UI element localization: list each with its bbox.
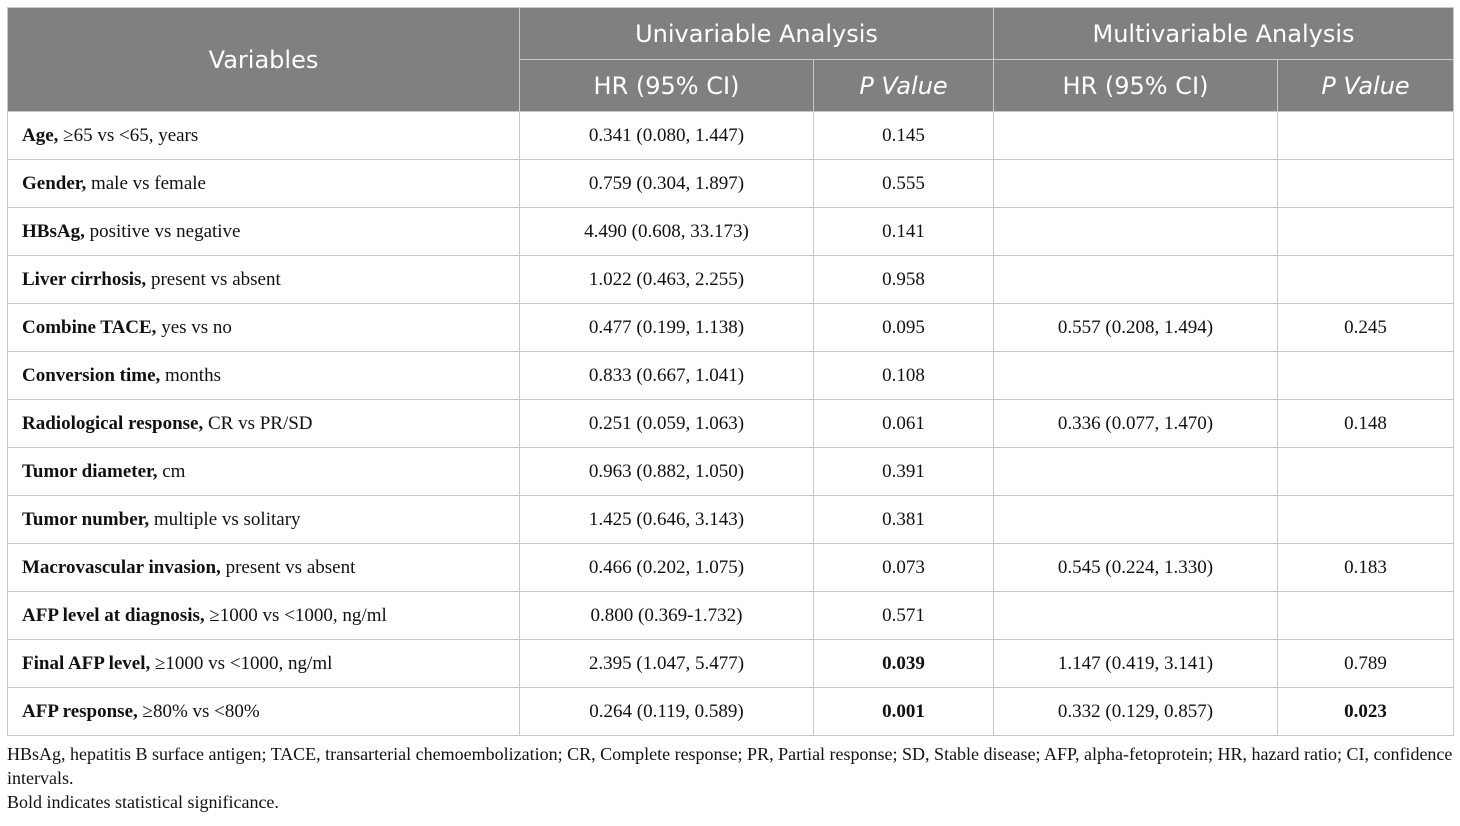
table-row	[8, 256, 1454, 304]
variable-name: Macrovascular invasion,	[22, 556, 221, 578]
table-row	[8, 448, 1454, 496]
regression-table-container	[7, 7, 1453, 736]
multivariable-hr-cell	[994, 160, 1278, 208]
variable-name: Liver cirrhosis,	[22, 268, 147, 290]
header-univariable: Univariable Analysis	[520, 8, 994, 60]
table-row	[8, 400, 1454, 448]
variable-cell	[8, 304, 520, 352]
table-row	[8, 208, 1454, 256]
univariable-p-cell: 0.381	[814, 496, 994, 544]
univariable-p-cell: 0.108	[814, 352, 994, 400]
univariable-hr-cell: 0.466 (0.202, 1.075)	[520, 544, 814, 592]
univariable-p-cell: 0.145	[814, 112, 994, 160]
univariable-p-cell: 0.095	[814, 304, 994, 352]
multivariable-hr-cell	[994, 256, 1278, 304]
footnote-bold-note: Bold indicates statistical significance.	[7, 792, 279, 812]
univariable-hr-cell: 0.833 (0.667, 1.041)	[520, 352, 814, 400]
univariable-p-cell: 0.073	[814, 544, 994, 592]
multivariable-p-cell	[1278, 208, 1454, 256]
multivariable-p-cell: 0.148	[1278, 400, 1454, 448]
univariable-hr-cell: 1.425 (0.646, 3.143)	[520, 496, 814, 544]
header-variables: Variables	[8, 8, 520, 112]
univariable-p-cell: 0.555	[814, 160, 994, 208]
variable-description: multiple vs solitary	[149, 508, 301, 530]
variable-description: CR vs PR/SD	[203, 412, 313, 434]
variable-description: male vs female	[86, 172, 206, 194]
header-multivariable-p: P Value	[1278, 60, 1454, 112]
table-row	[8, 688, 1454, 736]
univariable-p-cell: 0.391	[814, 448, 994, 496]
multivariable-hr-cell: 0.332 (0.129, 0.857)	[994, 688, 1278, 736]
variable-description: cm	[157, 460, 186, 482]
multivariable-hr-cell	[994, 448, 1278, 496]
multivariable-p-cell: 0.789	[1278, 640, 1454, 688]
variable-name: Conversion time,	[22, 364, 161, 386]
multivariable-hr-cell	[994, 112, 1278, 160]
multivariable-p-cell: 0.023	[1278, 688, 1454, 736]
multivariable-p-cell: 0.183	[1278, 544, 1454, 592]
multivariable-hr-cell: 0.557 (0.208, 1.494)	[994, 304, 1278, 352]
multivariable-p-cell	[1278, 496, 1454, 544]
univariable-hr-cell: 0.251 (0.059, 1.063)	[520, 400, 814, 448]
variable-cell	[8, 352, 520, 400]
table-row	[8, 592, 1454, 640]
variable-name: Tumor number,	[22, 508, 150, 530]
univariable-hr-cell: 2.395 (1.047, 5.477)	[520, 640, 814, 688]
variable-cell	[8, 208, 520, 256]
table-row	[8, 160, 1454, 208]
univariable-hr-cell: 1.022 (0.463, 2.255)	[520, 256, 814, 304]
variable-name: Final AFP level,	[22, 652, 151, 674]
variable-cell	[8, 160, 520, 208]
variable-cell	[8, 496, 520, 544]
header-univariable-p: P Value	[814, 60, 994, 112]
table-header	[8, 8, 1454, 112]
table-row	[8, 640, 1454, 688]
variable-cell	[8, 688, 520, 736]
multivariable-p-cell	[1278, 112, 1454, 160]
variable-description: positive vs negative	[84, 220, 241, 242]
multivariable-p-cell	[1278, 448, 1454, 496]
multivariable-p-cell	[1278, 256, 1454, 304]
variable-cell	[8, 112, 520, 160]
variable-cell	[8, 256, 520, 304]
variable-cell	[8, 592, 520, 640]
variable-name: Combine TACE,	[22, 316, 157, 338]
table-row	[8, 544, 1454, 592]
footnote-abbreviations: HBsAg, hepatitis B surface antigen; TACE, transarterial chemoembolization; CR, Complete response; PR, Partial response; SD, Stable disease; AFP, alpha-fetoprotein; HR, hazard ratio; CI, confidence intervals.	[7, 744, 1453, 788]
multivariable-p-cell	[1278, 592, 1454, 640]
variable-name: Tumor diameter,	[22, 460, 158, 482]
variable-name: Age,	[22, 124, 59, 146]
header-multivariable-hr: HR (95% CI)	[994, 60, 1278, 112]
univariable-hr-cell: 4.490 (0.608, 33.173)	[520, 208, 814, 256]
variable-cell	[8, 448, 520, 496]
multivariable-hr-cell	[994, 496, 1278, 544]
variable-description: present vs absent	[220, 556, 356, 578]
univariable-hr-cell: 0.264 (0.119, 0.589)	[520, 688, 814, 736]
univariable-p-cell: 0.141	[814, 208, 994, 256]
variable-description: present vs absent	[146, 268, 281, 290]
variable-cell	[8, 400, 520, 448]
table-row	[8, 496, 1454, 544]
cox-regression-table	[7, 7, 1454, 736]
table-footnotes	[7, 742, 1453, 814]
variable-description: yes vs no	[156, 316, 232, 338]
variable-name: Radiological response,	[22, 412, 204, 434]
multivariable-p-cell: 0.245	[1278, 304, 1454, 352]
multivariable-p-cell	[1278, 160, 1454, 208]
univariable-hr-cell: 0.800 (0.369-1.732)	[520, 592, 814, 640]
variable-name: Gender,	[22, 172, 87, 194]
table-row	[8, 352, 1454, 400]
univariable-hr-cell: 0.759 (0.304, 1.897)	[520, 160, 814, 208]
multivariable-hr-cell	[994, 208, 1278, 256]
multivariable-p-cell	[1278, 352, 1454, 400]
variable-description: ≥65 vs <65, years	[58, 124, 199, 146]
variable-cell	[8, 544, 520, 592]
variable-name: AFP response,	[22, 700, 138, 722]
variable-description: ≥1000 vs <1000, ng/ml	[150, 652, 333, 674]
variable-description: ≥80% vs <80%	[137, 700, 260, 722]
variable-name: HBsAg,	[22, 220, 85, 242]
variable-name: AFP level at diagnosis,	[22, 604, 205, 626]
header-multivariable: Multivariable Analysis	[994, 8, 1454, 60]
header-univariable-hr: HR (95% CI)	[520, 60, 814, 112]
variable-cell	[8, 640, 520, 688]
multivariable-hr-cell: 0.336 (0.077, 1.470)	[994, 400, 1278, 448]
multivariable-hr-cell	[994, 592, 1278, 640]
multivariable-hr-cell: 1.147 (0.419, 3.141)	[994, 640, 1278, 688]
univariable-p-cell: 0.061	[814, 400, 994, 448]
table-row	[8, 304, 1454, 352]
univariable-p-cell: 0.001	[814, 688, 994, 736]
univariable-p-cell: 0.039	[814, 640, 994, 688]
table-row	[8, 112, 1454, 160]
univariable-p-cell: 0.958	[814, 256, 994, 304]
univariable-hr-cell: 0.963 (0.882, 1.050)	[520, 448, 814, 496]
univariable-hr-cell: 0.477 (0.199, 1.138)	[520, 304, 814, 352]
variable-description: months	[160, 364, 221, 386]
multivariable-hr-cell	[994, 352, 1278, 400]
univariable-p-cell: 0.571	[814, 592, 994, 640]
variable-description: ≥1000 vs <1000, ng/ml	[204, 604, 387, 626]
table-body	[8, 112, 1454, 736]
univariable-hr-cell: 0.341 (0.080, 1.447)	[520, 112, 814, 160]
multivariable-hr-cell: 0.545 (0.224, 1.330)	[994, 544, 1278, 592]
